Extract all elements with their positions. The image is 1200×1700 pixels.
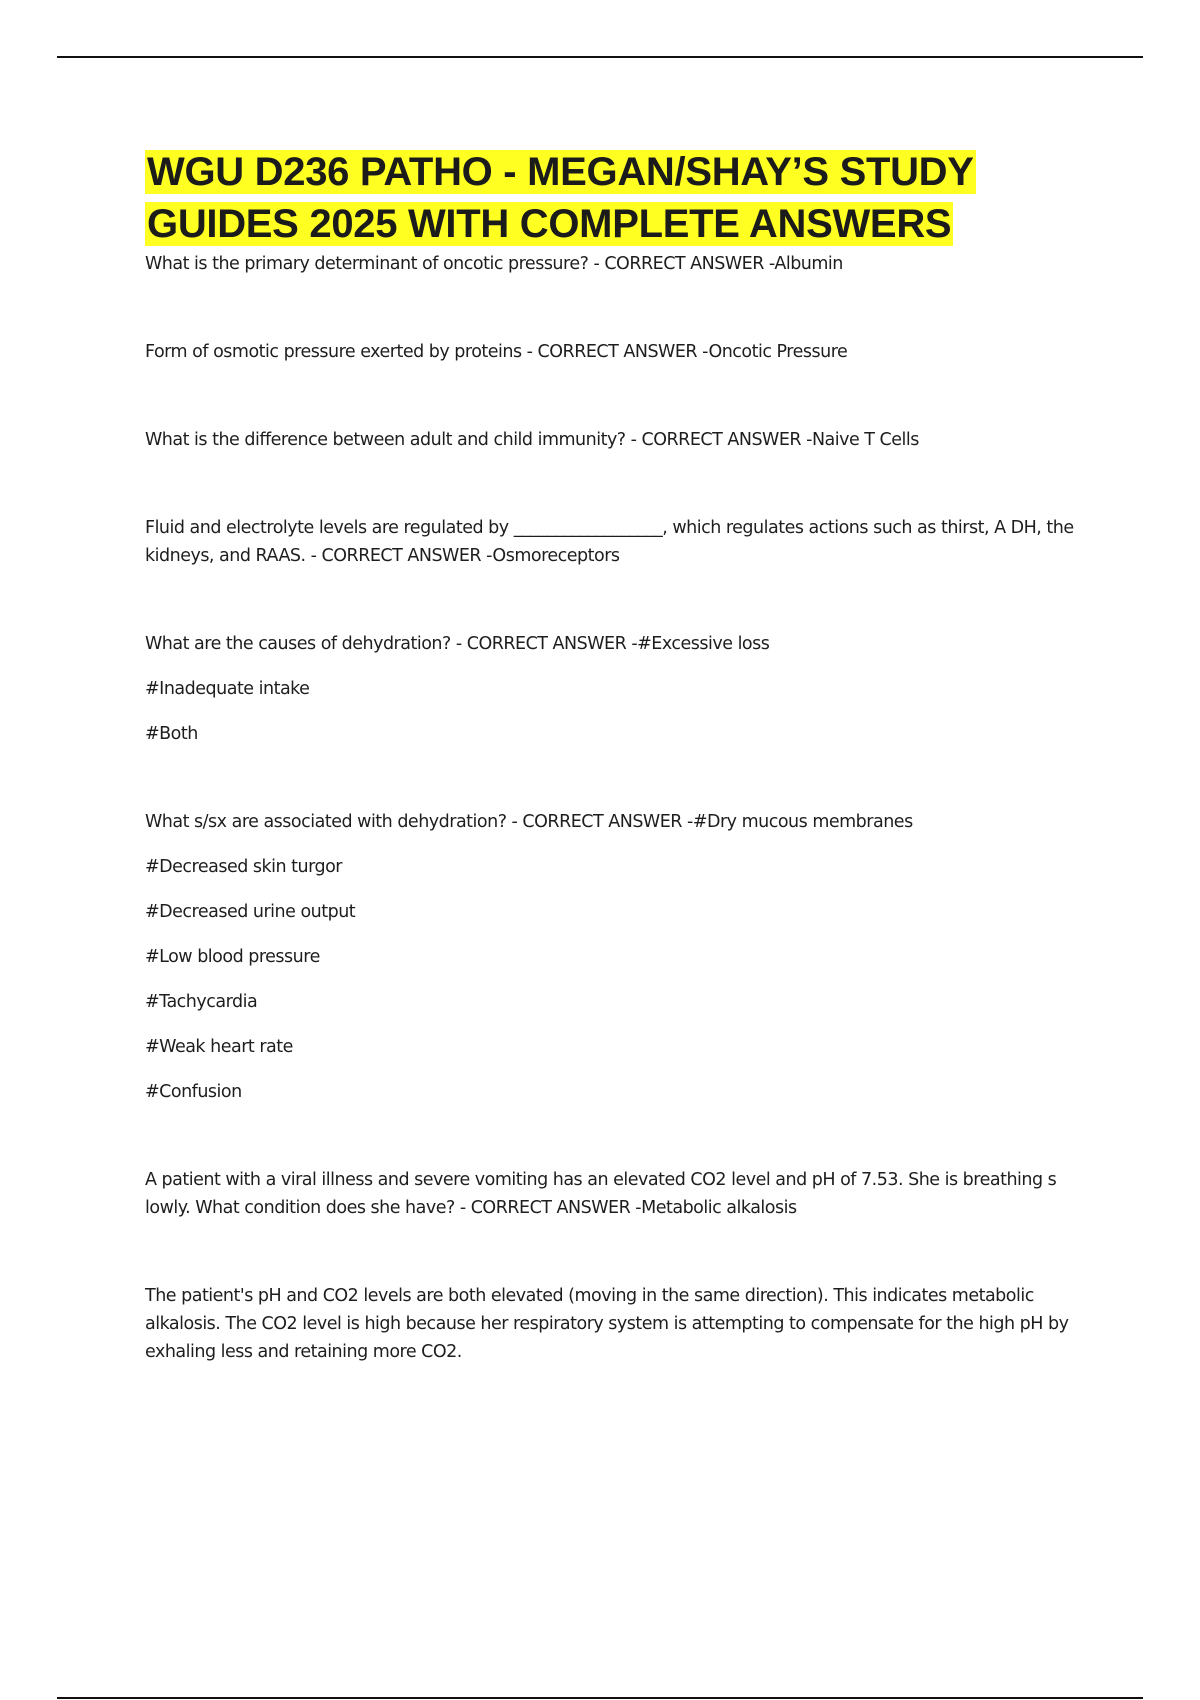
qa-item-oncotic-determinant: What is the primary determinant of oncotic pressure? - CORRECT ANSWER -Albumin	[145, 254, 843, 274]
list-item: #Weak heart rate	[145, 1037, 293, 1057]
document-body	[145, 146, 1090, 1366]
list-item: #Inadequate intake	[145, 679, 310, 699]
list-item: #Both	[145, 724, 198, 744]
qa-list	[145, 250, 1090, 1366]
list-item: #Decreased skin turgor	[145, 857, 343, 877]
qa-item-metabolic-alkalosis: A patient with a viral illness and severe vomiting has an elevated CO2 level and pH of 7.53. She is breathing s lowly. What condition does she have? - CORRECT ANSWER -Metabolic alkalosis	[145, 1170, 1057, 1218]
title-highlight: WGU D236 PATHO - MEGAN/SHAY’S STUDY GUIDES 2025 WITH COMPLETE ANSWERS	[147, 150, 974, 246]
list-item: #Low blood pressure	[145, 947, 320, 967]
qa-item-osmoreceptors: Fluid and electrolyte levels are regulated by __________________, which regulates actions such as thirst, A DH, the kidneys, and RAAS. - CORRECT ANSWER -Osmoreceptors	[145, 518, 1074, 566]
top-divider	[57, 56, 1143, 58]
qa-item-dehydration-causes: What are the causes of dehydration? - CORRECT ANSWER -#Excessive loss	[145, 634, 770, 654]
list-item: #Tachycardia	[145, 992, 258, 1012]
bottom-divider	[57, 1697, 1143, 1699]
list-item: #Confusion	[145, 1082, 242, 1102]
list-item: #Decreased urine output	[145, 902, 356, 922]
explanation-paragraph: The patient's pH and CO2 levels are both elevated (moving in the same direction). This indicates metabolic alkalosis. The CO2 level is high because her respiratory system is attempting to compensate for the high pH by exhaling less and retaining more CO2.	[145, 1286, 1069, 1362]
qa-item-dehydration-signs: What s/sx are associated with dehydration? - CORRECT ANSWER -#Dry mucous membranes	[145, 812, 913, 832]
document-title	[145, 146, 1090, 250]
qa-item-oncotic-pressure: Form of osmotic pressure exerted by proteins - CORRECT ANSWER -Oncotic Pressure	[145, 342, 848, 362]
qa-item-immunity: What is the difference between adult and child immunity? - CORRECT ANSWER -Naive T Cells	[145, 430, 919, 450]
